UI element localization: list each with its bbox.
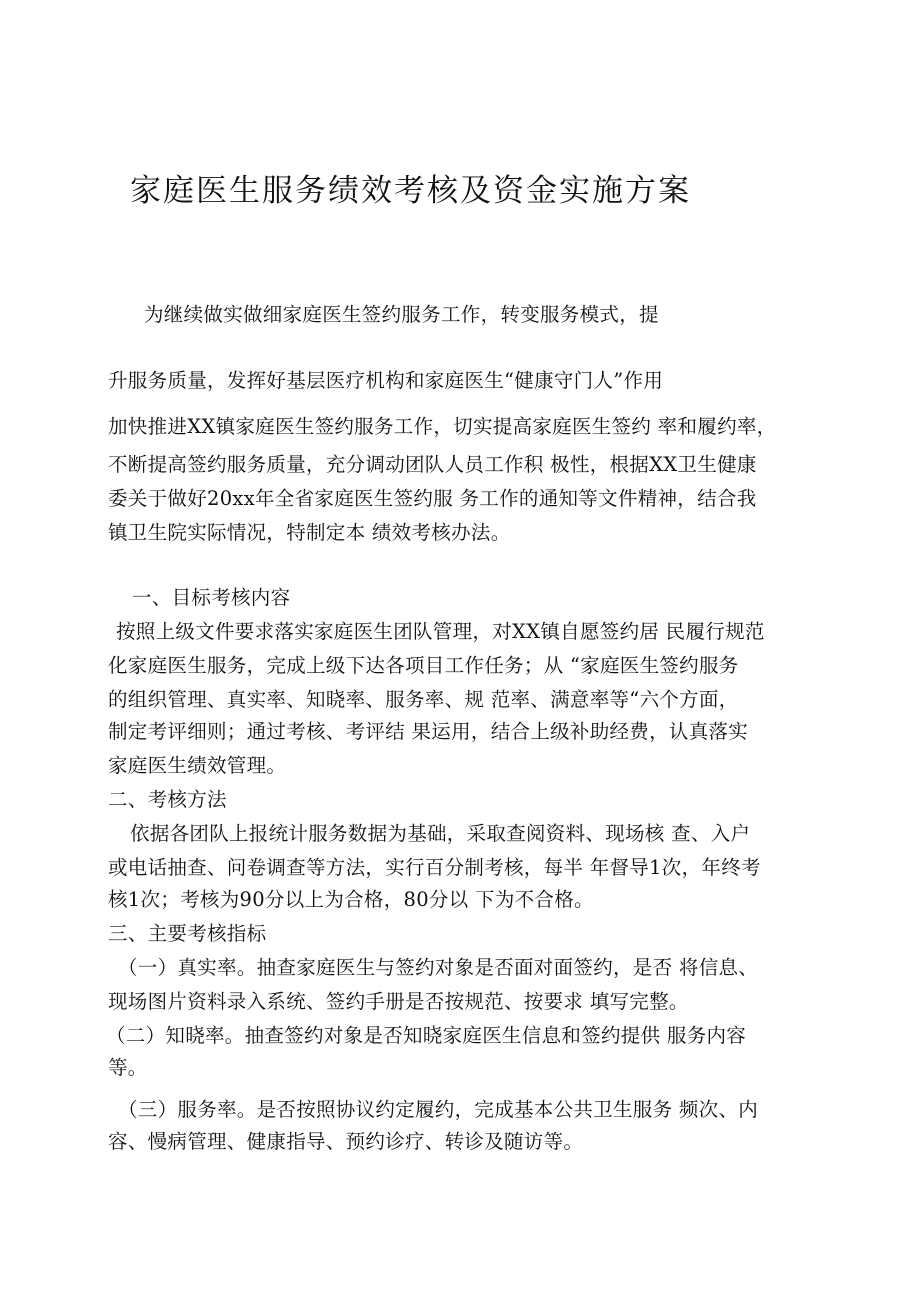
section-3-item-2-line-1: （二）知晓率。抽查签约对象是否知晓家庭医生信息和签约提供 服务内容 — [106, 1024, 747, 1047]
section-3-item-2-line-2: 等。 — [108, 1056, 148, 1079]
section-1-line-2: 化家庭医生服务，完成上级下达各项目工作任务；从 “家庭医生签约服务 — [108, 654, 739, 677]
section-1-line-1: 按照上级文件要求落实家庭医生团队管理，对XX镇自愿签约居 民履行规范 — [116, 620, 765, 643]
intro-line-2: 升服务质量，发挥好基层医疗机构和家庭医生“健康守门人”作用 — [108, 369, 664, 392]
document-title: 家庭医生服务绩效考核及资金实施方案 — [130, 173, 691, 209]
section-3-heading: 三、主要考核指标 — [108, 922, 267, 945]
section-1-line-3: 的组织管理、真实率、知晓率、服务率、规 范率、满意率等“六个方面， — [108, 688, 739, 711]
section-2-heading: 二、考核方法 — [108, 788, 227, 811]
section-2-line-3: 核1次；考核为90分以上为合格，80分以 下为不合格。 — [108, 888, 594, 911]
intro-line-4: 不断提高签约服务质量，充分调动团队人员工作积 极性，根据XX卫生健康 — [108, 453, 757, 476]
section-2-line-2: 或电话抽查、问卷调查等方法，实行百分制考核，每半 年督导1次，年终考 — [108, 856, 761, 879]
intro-line-3: 加快推进XX镇家庭医生签约服务工作，切实提高家庭医生签约 率和履约率， — [108, 415, 777, 438]
section-3-item-3-line-1: （三）服务率。是否按照协议约定履约，完成基本公共卫生服务 频次、内 — [118, 1098, 759, 1121]
section-2-line-1: 依据各团队上报统计服务数据为基础，采取查阅资料、现场核 查、入户 — [130, 822, 751, 845]
intro-line-5: 委关于做好20xx年全省家庭医生签约服 务工作的通知等文件精神，结合我 — [108, 487, 757, 510]
section-1-line-4: 制定考评细则；通过考核、考评结 果运用，结合上级补助经费，认真落实 — [108, 720, 749, 743]
intro-line-1: 为继续做实做细家庭医生签约服务工作，转变服务模式，提 — [144, 303, 659, 326]
intro-line-6: 镇卫生院实际情况，特制定本 绩效考核办法。 — [108, 521, 511, 544]
section-3-item-1-line-1: （一）真实率。抽查家庭医生与签约对象是否面对面签约，是否 将信息、 — [118, 956, 759, 979]
section-3-item-3-line-2: 容、慢病管理、健康指导、预约诊疗、转诊及随访等。 — [108, 1130, 584, 1153]
section-1-heading: 一、目标考核内容 — [132, 586, 291, 609]
section-1-line-5: 家庭医生绩效管理。 — [108, 754, 287, 777]
section-3-item-1-line-2: 现场图片资料录入系统、签约手册是否按规范、按要求 填写完整。 — [108, 990, 689, 1013]
